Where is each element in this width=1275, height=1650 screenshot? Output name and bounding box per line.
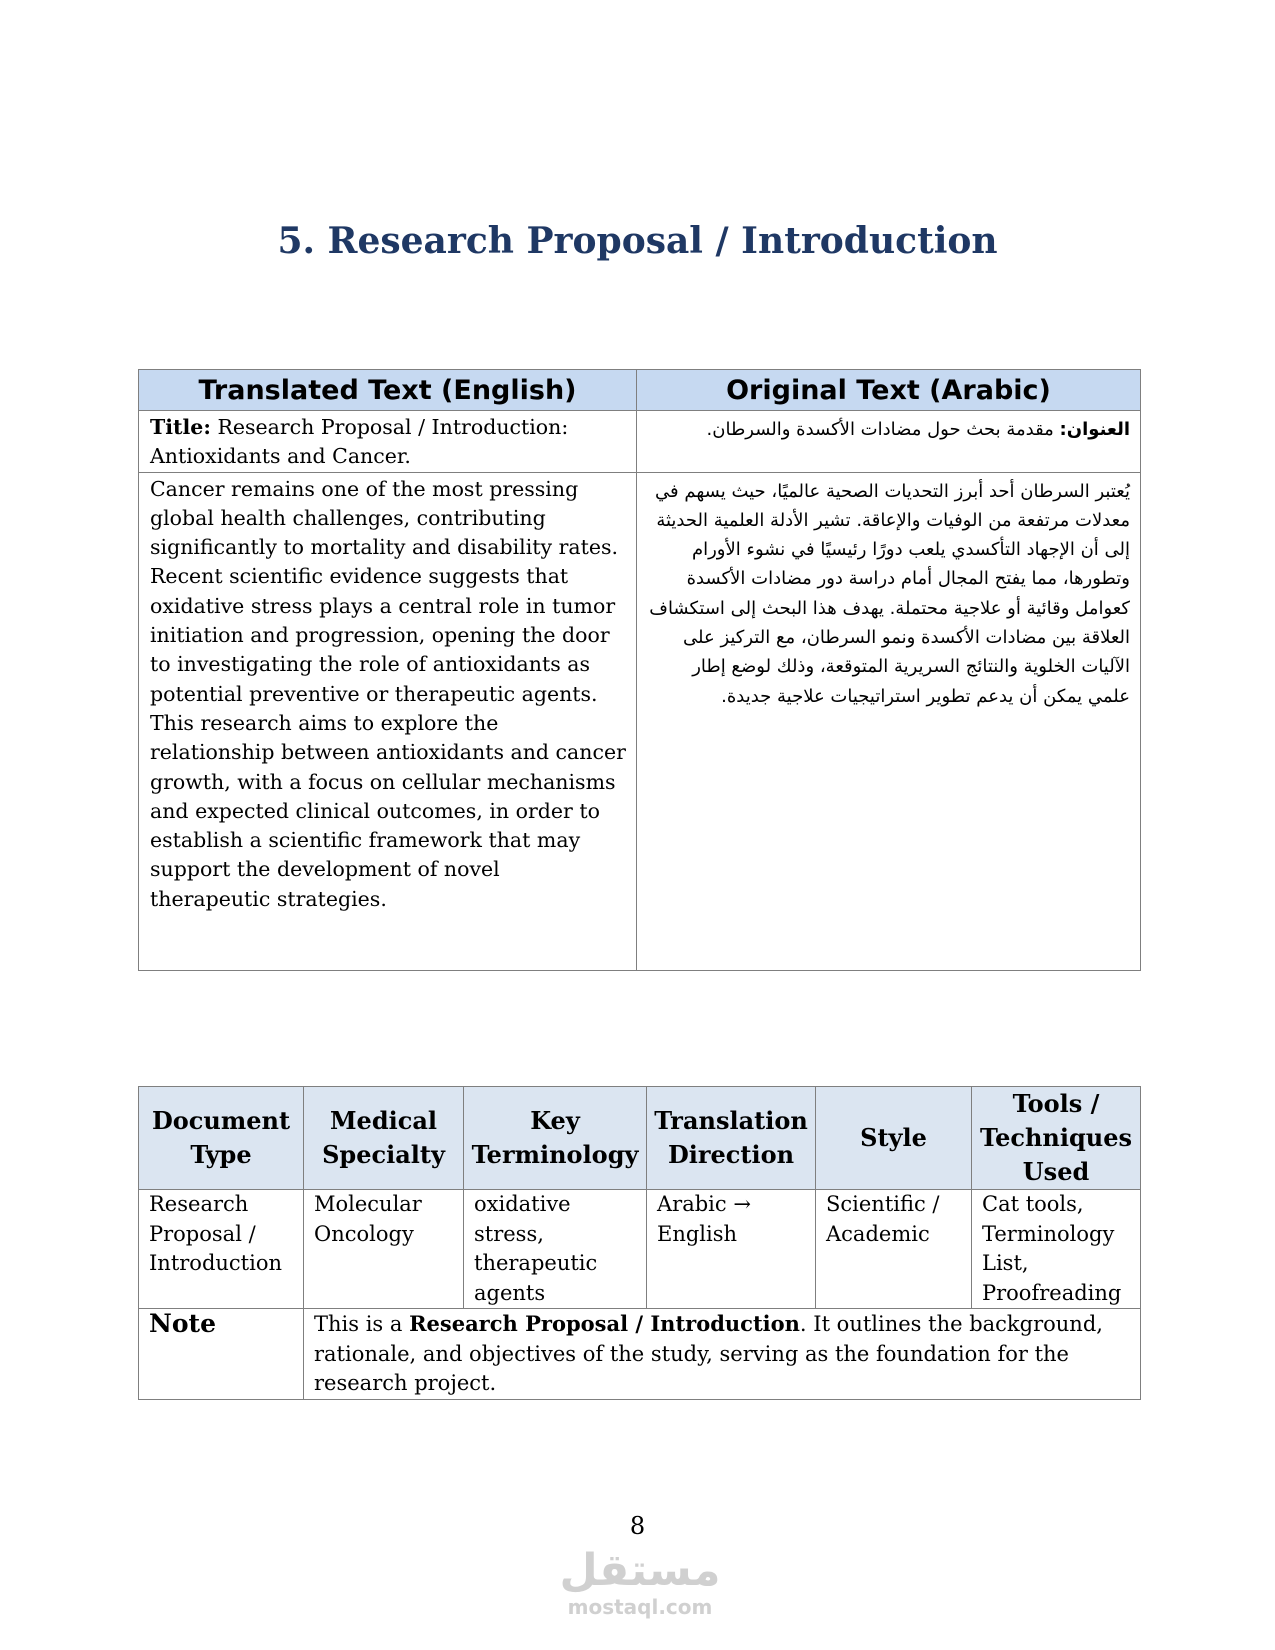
note-row [139, 1309, 1141, 1400]
title-english-text: Research Proposal / Introduction: Antioxidants and Cancer. [150, 415, 569, 469]
header-arabic: Original Text (Arabic) [637, 370, 1141, 411]
body-english-cell: Cancer remains one of the most pressing global health challenges, contributing significantly to mortality and disability rates. Recent scientific evidence suggests that oxidative stress plays a central role in tumor initiation and progression, opening the door to investigating the role of antioxidants as potential preventive or therapeutic agents. This research aims to explore the relationship between antioxidants and cancer growth, with a focus on cellular mechanisms and expected clinical outcomes, in order to establish a scientific framework that may support the development of novel therapeutic strategies. [139, 472, 637, 970]
value-document-type: Research Proposal / Introduction [139, 1190, 304, 1309]
title-arabic-text: مقدمة بحث حول مضادات الأكسدة والسرطان. [706, 419, 1060, 440]
watermark-logo [540, 1546, 740, 1618]
note-bold: Research Proposal / Introduction [409, 1311, 800, 1336]
body-arabic-cell: يُعتبر السرطان أحد أبرز التحديات الصحية عالميًا، حيث يسهم في معدلات مرتفعة من الوفيات والإعاقة. تشير الأدلة العلمية الحديثة إلى أن الإجهاد التأكسدي يلعب دورًا رئيسيًا في نشوء الأورام وتطورها، مما يفتح المجال أمام دراسة دور مضادات الأكسدة كعوامل وقائية أو علاجية محتملة. يهدف هذا البحث إلى استكشاف العلاقة بين مضادات الأكسدة ونمو السرطان، مع التركيز على الآليات الخلوية والنتائج السريرية المتوقعة، وذلك لوضع إطار علمي يمكن أن يدعم تطوير استراتيجيات علاجية جديدة. [637, 472, 1141, 970]
translation-table [138, 369, 1141, 971]
note-text [304, 1309, 1141, 1400]
title-english-cell [139, 411, 637, 473]
title-english-label: Title: [150, 415, 211, 439]
header-style: Style [816, 1087, 972, 1190]
value-medical-specialty: Molecular Oncology [304, 1190, 464, 1309]
metadata-table [138, 1086, 1141, 1400]
header-document-type: Document Type [139, 1087, 304, 1190]
watermark-english: mostaql.com [567, 1595, 713, 1619]
note-label: Note [139, 1309, 304, 1400]
metadata-values-row [139, 1190, 1141, 1309]
value-style: Scientific / Academic [816, 1190, 972, 1309]
header-medical-specialty: Medical Specialty [304, 1087, 464, 1190]
value-translation-direction: Arabic → English [647, 1190, 816, 1309]
watermark-arabic: مستقل [559, 1545, 721, 1596]
translation-header-row [139, 370, 1141, 411]
header-translation-direction: Translation Direction [647, 1087, 816, 1190]
metadata-header-row [139, 1087, 1141, 1190]
note-suffix: . It outlines the background, rationale, and objectives of the study, serving as the foundation for the research project. [314, 1312, 1103, 1395]
body-row [139, 472, 1141, 970]
value-key-terminology: oxidative stress, therapeutic agents [464, 1190, 647, 1309]
value-tools: Cat tools, Terminology List, Proofreading [972, 1190, 1141, 1309]
header-tools: Tools / Techniques Used [972, 1087, 1141, 1190]
header-key-terminology: Key Terminology [464, 1087, 647, 1190]
page-number: 8 [629, 1512, 646, 1540]
title-arabic-cell [637, 411, 1141, 473]
title-arabic-label: العنوان: [1059, 419, 1130, 440]
title-row [139, 411, 1141, 473]
note-prefix: This is a [314, 1312, 410, 1336]
header-english: Translated Text (English) [139, 370, 637, 411]
page-title: 5. Research Proposal / Introduction [277, 220, 998, 262]
